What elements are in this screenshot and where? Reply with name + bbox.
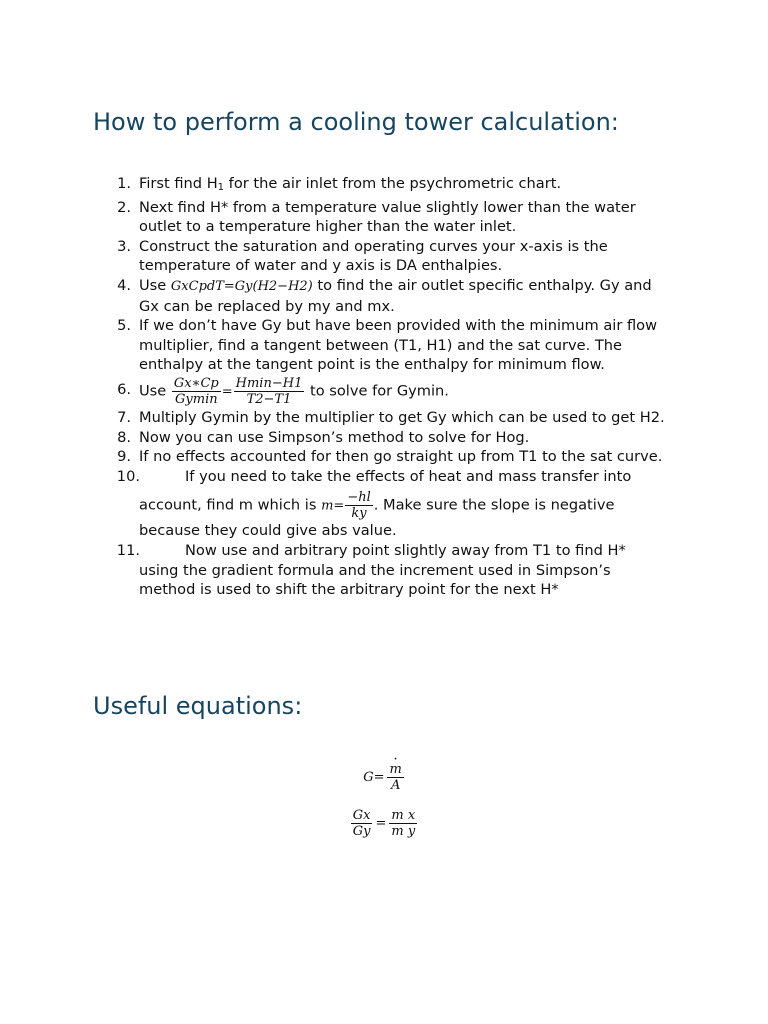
equation-flux: G= · $\frac{m}{A}$ <box>0 762 768 793</box>
list-item <box>0 408 669 428</box>
step-number: 4. <box>117 276 131 294</box>
step-text: Multiply Gymin by the multiplier to get Gy which can be used to get H2. <box>139 408 665 426</box>
list-item <box>0 198 669 237</box>
fraction: $\frac{Hmin-H1}{T2-T1}$ <box>235 375 303 407</box>
list-item: 6. Use $\frac{Gx∗Cp}{Gymin}$ = $\frac{Hmin-H1}{T2-T1}$ to solve for Gymin. <box>0 375 669 408</box>
step-number: 7. <box>117 408 131 426</box>
step-number: 1. <box>117 175 131 192</box>
step-text: Next find H* from a temperature value slightly lower than the water outlet to a temperature higher than the water inlet. <box>139 198 636 236</box>
fraction: · $\frac{m}{A}$ <box>387 762 403 793</box>
steps-list <box>0 174 768 600</box>
fraction: $\frac{-hl}{ky}$ <box>347 490 371 522</box>
section-heading: Useful equations: <box>93 692 303 720</box>
fraction: $\frac{Gx∗Cp}{Gymin}$ <box>173 375 219 407</box>
list-item <box>0 428 669 448</box>
step-number: 5. <box>117 317 131 335</box>
list-item <box>0 316 669 375</box>
step-number: 11. <box>116 541 140 559</box>
step-text: If no effects accounted for then go straight up from T1 to the sat curve. <box>139 448 663 466</box>
step-text: If we don’t have Gy but have been provided with the minimum air flow multiplier, find a tangent between (T1, H1) and the sat curve. The enthalpy at the tangent point is the enthalpy for minimum flow. <box>139 317 658 374</box>
step-number: 10. <box>116 467 140 485</box>
step-number: 6. <box>117 380 131 398</box>
list-item <box>0 447 669 467</box>
page-title: How to perform a cooling tower calculation: <box>93 108 619 136</box>
list-item: 10. If you need to take the effects of heat and mass transfer into account, find m which is m= $\frac{-hl}{ky}$ . Make sure the slope is negative because they could give abs value. <box>0 467 669 541</box>
step-text: Construct the saturation and operating curves your x-axis is the temperature of water and y axis is DA enthalpies. <box>139 237 608 275</box>
list-item <box>0 237 669 276</box>
step-number: 3. <box>117 237 131 255</box>
list-item: 11. Now use and arbitrary point slightly away from T1 to find H* using the gradient formula and the increment used in Simpson’s method is used to shift the arbitrary point for the next H* <box>0 541 669 600</box>
list-item: 1. First find $H_1$ for the air inlet from the psychrometric chart. <box>0 174 669 198</box>
fraction: $\frac{\text{m x}}{\text{m y}}$ <box>391 808 416 839</box>
step-number: 9. <box>117 448 131 466</box>
step-number: 8. <box>117 428 131 446</box>
list-item: 4. Use GxCpdT=Gy(H2−H2) to find the air outlet specific enthalpy. Gy and Gx can be replaced by my and mx. <box>0 276 669 316</box>
fraction: $\frac{Gx}{Gy}$ <box>352 808 371 839</box>
step-text: Now you can use Simpson’s method to solve for Hog. <box>139 428 530 446</box>
step-number: 2. <box>117 198 131 216</box>
enthalpy-balance-equation: GxCpdT=Gy(H2−H2) <box>170 278 313 294</box>
equation-ratio: $\frac{Gx}{Gy}$ = $\frac{\text{m x}}{\text{m y}}$ <box>352 808 416 839</box>
